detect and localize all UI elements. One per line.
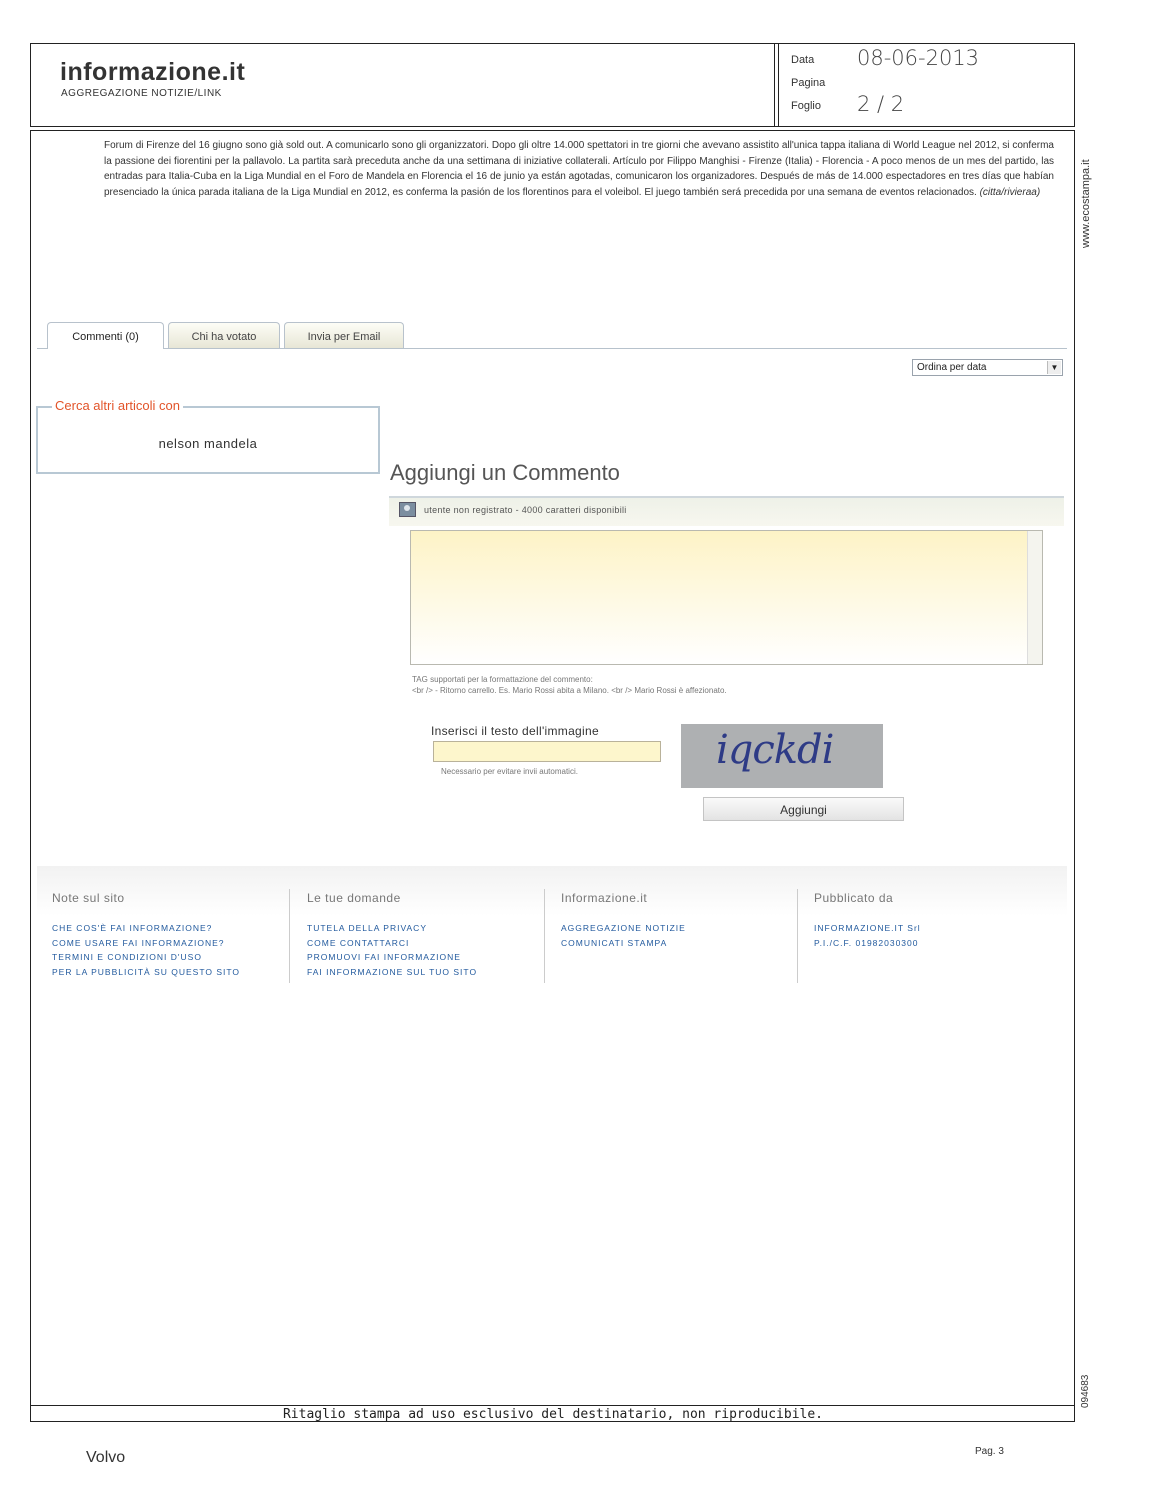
footer-divider — [289, 889, 290, 983]
date-label: Data — [791, 54, 815, 66]
user-icon — [399, 502, 416, 517]
tab-email[interactable]: Invia per Email — [284, 322, 404, 348]
footer-divider — [544, 889, 545, 983]
chevron-down-icon[interactable]: ▼ — [1047, 361, 1061, 374]
footer-col-title: Le tue domande — [307, 891, 401, 905]
footer-links — [52, 921, 240, 979]
date-value: 08-06-2013 — [857, 46, 980, 70]
page-label: Pagina — [791, 77, 826, 89]
tab-voters[interactable]: Chi ha votato — [168, 322, 280, 348]
article-body: Forum di Firenze del 16 giugno sono già sold out. A comunicarlo sono gli organizzatori. Dopo gli oltre 14.000 spettatori in tre giorni che avevano assistito all'unica tappa italiana di World League nel 2012, si conferma la passione dei fiorentini per la pallavolo. La partita sarà preceduta anche da una settimana di iniziative collaterali. Artículo por Filippo Manghisi - Firenze (Italia) - Florencia - A poco menos de un mes del partido, las entradas para Italia-Cuba en la Liga Mundial en el Foro de Mandela en Florencia el 16 de junio ya están agotadas, comunicaron los organizadores. Después de más de 14.000 espectadores en tres días que habían presenciado la única parada italiana de la Liga Mundial en 2012, es conferma la pasión de los florentinos para el voleibol. El juego también será precedida por una semana de eventos relacionados. — [104, 140, 1054, 198]
footer-link[interactable]: COME CONTATTARCI — [307, 937, 410, 948]
captcha-note: Necessario per evitare invii automatici. — [441, 767, 578, 776]
sheet-label: Foglio — [791, 100, 821, 112]
side-code: 094683 — [1080, 1374, 1091, 1408]
footer-link[interactable]: PER LA PUBBLICITÀ SU QUESTO SITO — [52, 966, 241, 977]
footer-link[interactable]: INFORMAZIONE.IT Srl — [814, 923, 921, 933]
client-name: Volvo — [86, 1449, 126, 1466]
footer-link[interactable]: COMUNICATI STAMPA — [561, 937, 668, 948]
tag-link[interactable]: nelson mandela — [158, 436, 258, 451]
page-number: Pag. 3 — [975, 1446, 1004, 1457]
format-example: <br /> - Ritorno carrello. Es. Mario Rossi abita a Milano. <br /> Mario Rossi è affezionato. — [412, 686, 727, 695]
footer-links — [561, 921, 686, 950]
footer-link[interactable]: PROMUOVI FAI INFORMAZIONE — [307, 952, 461, 962]
footer-link[interactable]: P.I./C.F. 01982030300 — [814, 937, 919, 948]
search-tags-title: Cerca altri articoli con — [52, 398, 183, 413]
footer-link[interactable]: FAI INFORMAZIONE SUL TUO SITO — [307, 966, 478, 977]
captcha-text: iqckdi — [716, 727, 834, 773]
site-logo[interactable]: informazione.it — [60, 58, 246, 86]
format-hint: TAG supportati per la formattazione del commento: — [412, 675, 593, 684]
footer-link[interactable]: CHE COS'È FAI INFORMAZIONE? — [52, 923, 213, 933]
textarea-scrollbar[interactable] — [1027, 531, 1042, 664]
site-tagline: AGGREGAZIONE NOTIZIE/LINK — [61, 88, 222, 99]
footer-link[interactable]: AGGREGAZIONE NOTIZIE — [561, 923, 686, 933]
article-text — [104, 138, 1054, 200]
comment-form-title: Aggiungi un Commento — [390, 460, 620, 485]
sheet-value: 2 / 2 — [857, 92, 905, 116]
side-website: www.ecostampa.it — [1080, 159, 1092, 248]
footer-col-title: Informazione.it — [561, 891, 648, 905]
article-source: (citta/rivieraa) — [979, 186, 1041, 198]
footer-col-title: Note sul sito — [52, 891, 125, 905]
clipping-disclaimer: Ritaglio stampa ad uso esclusivo del destinatario, non riproducibile. — [31, 1405, 1075, 1422]
comment-form-status: utente non registrato - 4000 caratteri disponibili — [424, 505, 627, 515]
footer-link[interactable]: TUTELA DELLA PRIVACY — [307, 923, 427, 933]
header-divider — [774, 43, 779, 127]
submit-comment-button[interactable]: Aggiungi — [703, 797, 904, 821]
footer-col-title: Pubblicato da — [814, 891, 894, 905]
footer-link[interactable]: TERMINI E CONDIZIONI D'USO — [52, 952, 202, 962]
sort-selected: Ordina per data — [917, 362, 987, 373]
sort-select[interactable] — [912, 359, 1063, 376]
captcha-label: Inserisci il testo dell'immagine — [431, 724, 599, 738]
footer-divider — [797, 889, 798, 983]
captcha-input[interactable] — [433, 741, 661, 762]
footer-links — [814, 921, 921, 950]
tab-comments[interactable]: Commenti (0) — [47, 322, 164, 349]
footer-link[interactable]: COME USARE FAI INFORMAZIONE? — [52, 937, 225, 948]
footer-links — [307, 921, 477, 979]
comment-textarea[interactable] — [410, 530, 1043, 665]
